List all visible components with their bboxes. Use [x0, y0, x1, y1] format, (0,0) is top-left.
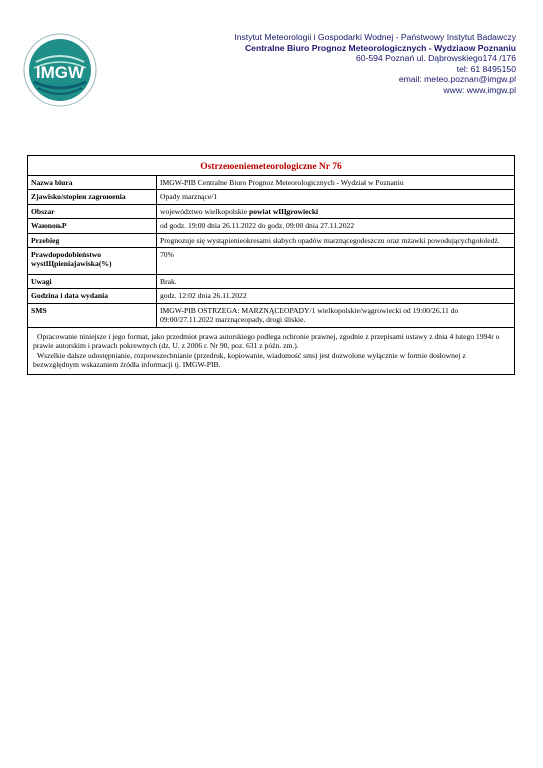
website: www: www.imgw.pl	[443, 84, 516, 95]
row-label: Godzina i data wydania	[28, 289, 157, 303]
row-value: Opady marznące/1	[157, 190, 515, 204]
row-value: Brak.	[157, 275, 515, 289]
address: 60-594 Poznań ul. Dąbrowskiego174 /176	[355, 53, 516, 64]
row-label: Uwagi	[28, 275, 157, 289]
table-row	[28, 219, 514, 233]
row-label: WaюnoњР	[28, 219, 157, 233]
table-row	[28, 248, 514, 275]
row-label: Przebieg	[28, 233, 157, 247]
area-county: powiat wЩgrowiecki	[249, 206, 319, 216]
row-value: 70%	[157, 248, 515, 275]
distribution-paragraph: Wszelkie dalsze udostępnianie, rozpowszechnianie (przedruk, kopiowanie, wiadomość sms) jest dozwolone wyłącznie w formie dosłownej z bezwzględnym wskazaniem źródła informacji tj. IMGW-PIB.	[33, 350, 466, 370]
row-value: od godz. 19:00 dnia 26.11.2022 do godz. 09:00 dnia 27.11.2022	[157, 219, 515, 233]
row-value: IMGW-PIB OSTRZEGA: MARZNĄCEOPADY/1 wielkopolskie/wągrowiecki od 19:00/26.11 do 09:00/27.11.2022 marznąceopady, drogi śliskie.	[157, 303, 515, 327]
table-row	[28, 289, 514, 303]
row-value: godz. 12:02 dnia 26.11.2022	[157, 289, 515, 303]
office-name: Centralne Biuro Prognoz Meteorologicznych - Wydziaow Poznaniu	[244, 42, 516, 53]
warning-title: Ostrzeюeniemeteorologiczne Nr 76	[28, 156, 514, 176]
row-value: Prognozuje się wystąpienieokresami słabych opadów marznącegodeszczu oraz mżawki powodującychgołoledź.	[157, 233, 515, 247]
imgw-logo-icon	[22, 32, 98, 108]
row-value	[157, 204, 515, 218]
copyright-paragraph: Opracowanie niniejsze i jego format, jako przedmiot prawa autorskiego podlega ochronie prawnej, zgodnie z przepisami ustawy z dnia 4 lutego 1994r o prawie autorskim i prawach pokrewnych (dz. U. z 2006 r. Nr 90, poz. 631 z późn. zm.).	[33, 331, 500, 351]
warning-table	[28, 176, 514, 328]
table-row	[28, 204, 514, 218]
institute-header	[156, 32, 516, 96]
table-row	[28, 275, 514, 289]
table-row	[28, 233, 514, 247]
email: email: meteo.poznan@imgw.pl	[398, 74, 516, 85]
row-value: IMGW-PIB Centralne Biuro Prognoz Meteorologicznych - Wydział w Poznaniu	[157, 176, 515, 190]
logo-text: IMGW	[35, 63, 85, 82]
row-label: Prawdopodobieństwo wystЩpieniajawiska(%)	[28, 248, 157, 275]
copyright-note	[28, 328, 514, 374]
phone: tel: 61 8495150	[456, 63, 516, 74]
row-label: Nazwa biura	[28, 176, 157, 190]
table-row	[28, 176, 514, 190]
table-row	[28, 303, 514, 327]
table-row	[28, 190, 514, 204]
row-label: SMS	[28, 303, 157, 327]
area-region: województwo wielkopolskie	[160, 206, 250, 216]
row-label: Zjawisko/stopieи zagroюenia	[28, 190, 157, 204]
warning-document	[27, 155, 515, 375]
row-label: Obszar	[28, 204, 157, 218]
imgw-logo	[22, 32, 98, 108]
institute-name: Instytut Meteorologii i Gospodarki Wodnej - Państwowy Instytut Badawczy	[234, 32, 516, 42]
